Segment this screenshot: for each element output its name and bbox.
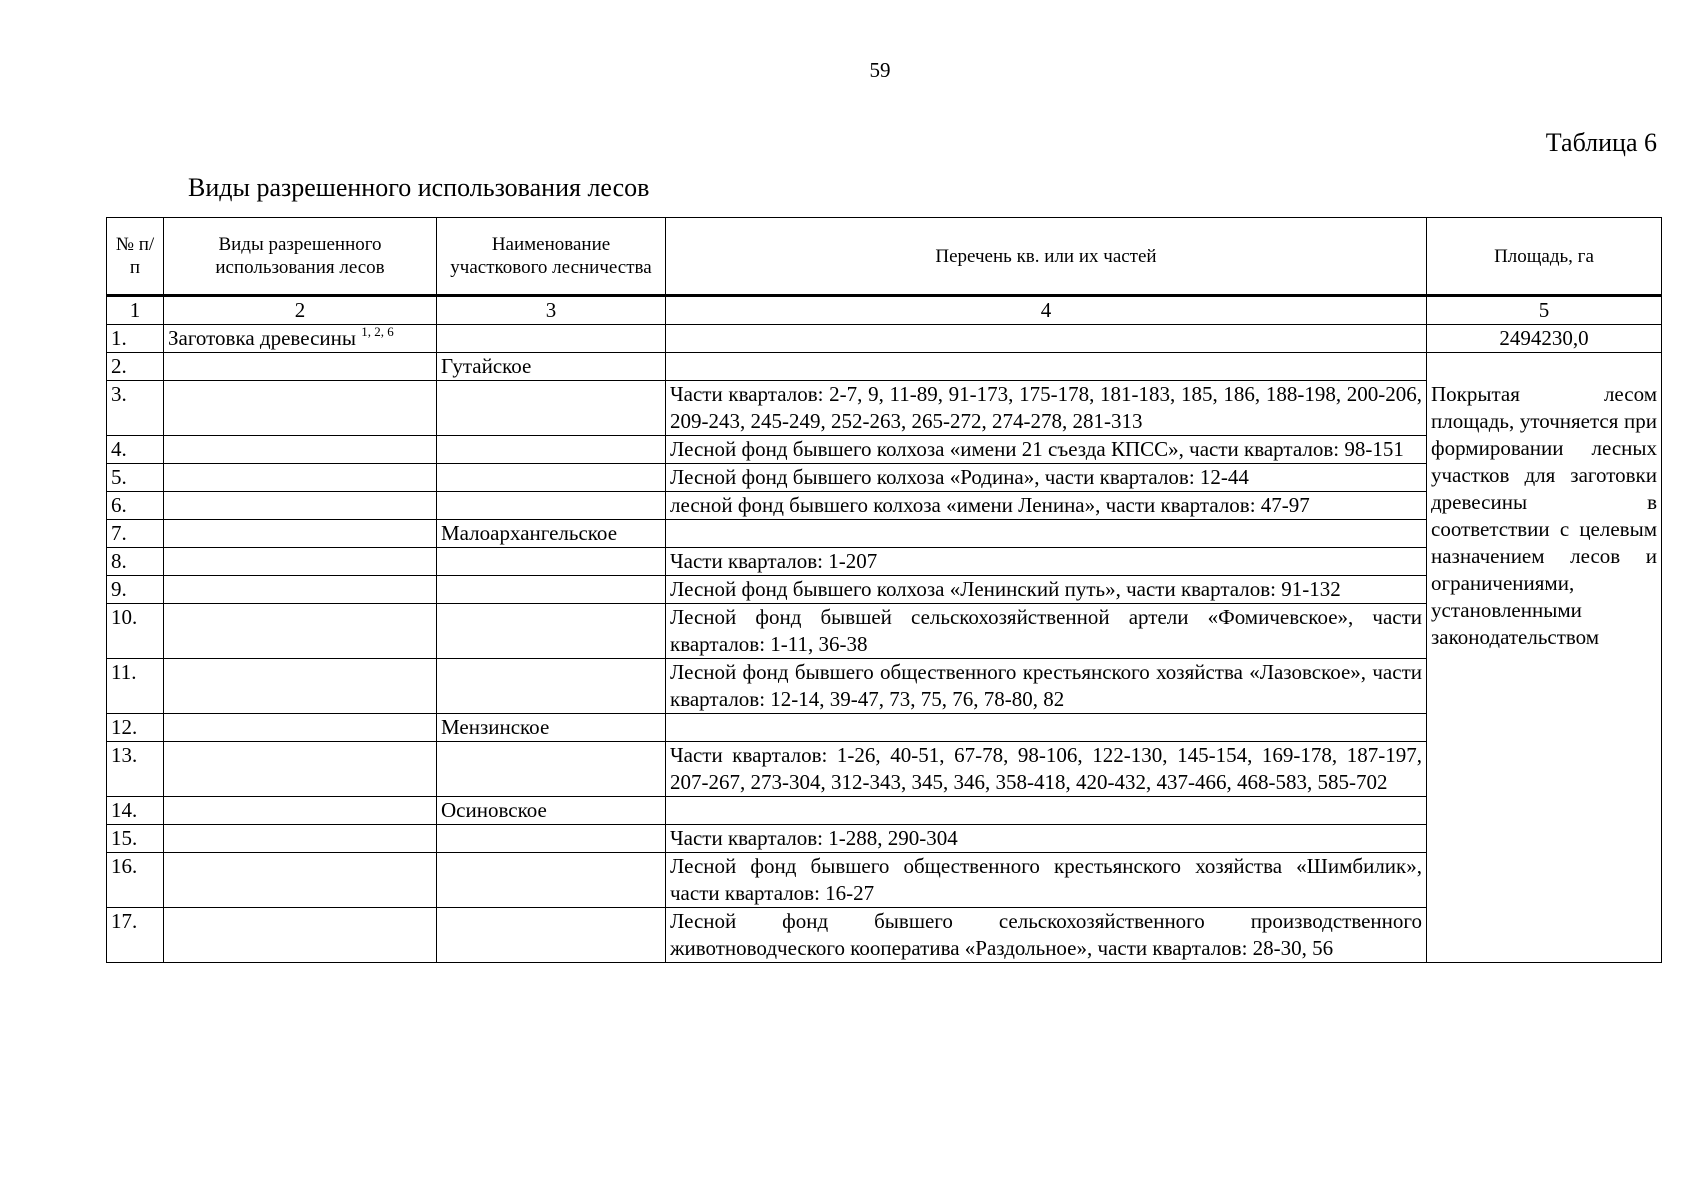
forestry-cell bbox=[437, 436, 666, 464]
use-type-cell bbox=[164, 908, 437, 963]
use-type-cell bbox=[164, 381, 437, 436]
area-note-text: Покрытая лесом площадь, уточняется при формировании лесных участков для заготовки древесины в соответствии с целевым назначением лесов и ограничениями, установленными законодательством bbox=[1431, 382, 1657, 649]
row-number: 11. bbox=[107, 659, 164, 714]
column-number: 5 bbox=[1427, 296, 1662, 325]
use-type-cell bbox=[164, 325, 437, 353]
use-type-cell bbox=[164, 742, 437, 797]
use-type-cell bbox=[164, 492, 437, 520]
row-number: 8. bbox=[107, 548, 164, 576]
row-number: 3. bbox=[107, 381, 164, 436]
quarters-cell bbox=[666, 325, 1427, 353]
area-value: 2494230,0 bbox=[1427, 325, 1662, 353]
use-type-cell bbox=[164, 576, 437, 604]
quarters-cell: Лесной фонд бывшего общественного крестьянского хозяйства «Лазовское», части кварталов: 12-14, 39-47, 73, 75, 76, 78-80, 82 bbox=[666, 659, 1427, 714]
use-type-cell bbox=[164, 659, 437, 714]
row-number: 14. bbox=[107, 797, 164, 825]
table-row bbox=[107, 325, 1662, 353]
use-type-cell bbox=[164, 436, 437, 464]
quarters-cell bbox=[666, 353, 1427, 381]
column-number-row bbox=[107, 296, 1662, 325]
use-type-text: Заготовка древесины bbox=[168, 326, 356, 350]
forestry-cell bbox=[437, 548, 666, 576]
row-number: 12. bbox=[107, 714, 164, 742]
quarters-cell: Части кварталов: 1-26, 40-51, 67-78, 98-106, 122-130, 145-154, 169-178, 187-197, 207-267, 273-304, 312-343, 345, 346, 358-418, 420-432, 437-466, 468-583, 585-702 bbox=[666, 742, 1427, 797]
forestry-cell: Осиновское bbox=[437, 797, 666, 825]
use-type-cell bbox=[164, 353, 437, 381]
use-type-cell bbox=[164, 825, 437, 853]
table-row bbox=[107, 353, 1662, 381]
page-number: 59 bbox=[869, 58, 891, 82]
forestry-cell: Гутайское bbox=[437, 353, 666, 381]
quarters-cell: Лесной фонд бывшего колхоза «имени 21 съезда КПСС», части кварталов: 98-151 bbox=[666, 436, 1427, 464]
forestry-cell bbox=[437, 908, 666, 963]
row-number: 5. bbox=[107, 464, 164, 492]
use-type-cell bbox=[164, 604, 437, 659]
use-type-cell bbox=[164, 464, 437, 492]
header-area: Площадь, га bbox=[1427, 218, 1662, 296]
row-number: 9. bbox=[107, 576, 164, 604]
column-number: 1 bbox=[107, 296, 164, 325]
quarters-cell: Лесной фонд бывшей сельскохозяйственной артели «Фомичевское», части кварталов: 1-11, 36-38 bbox=[666, 604, 1427, 659]
forestry-cell bbox=[437, 853, 666, 908]
column-number: 3 bbox=[437, 296, 666, 325]
table-header-row bbox=[107, 218, 1662, 296]
row-number: 15. bbox=[107, 825, 164, 853]
forestry-cell: Мензинское bbox=[437, 714, 666, 742]
column-number: 2 bbox=[164, 296, 437, 325]
footnote-refs: 1, 2, 6 bbox=[361, 324, 394, 339]
quarters-cell: Лесной фонд бывшего колхоза «Ленинский путь», части кварталов: 91-132 bbox=[666, 576, 1427, 604]
forestry-cell bbox=[437, 659, 666, 714]
forestry-cell bbox=[437, 742, 666, 797]
forest-use-table bbox=[106, 217, 1662, 963]
row-number: 13. bbox=[107, 742, 164, 797]
row-number: 2. bbox=[107, 353, 164, 381]
forestry-cell bbox=[437, 492, 666, 520]
document-title: Виды разрешенного использования лесов bbox=[188, 173, 650, 202]
row-number: 7. bbox=[107, 520, 164, 548]
table-label: Таблица 6 bbox=[1545, 128, 1657, 157]
forestry-cell bbox=[437, 464, 666, 492]
quarters-cell: Лесной фонд бывшего сельскохозяйственного производственного животноводческого кооператива «Раздольное», части кварталов: 28-30, 56 bbox=[666, 908, 1427, 963]
quarters-cell: Части кварталов: 1-288, 290-304 bbox=[666, 825, 1427, 853]
quarters-cell: лесной фонд бывшего колхоза «имени Ленина», части кварталов: 47-97 bbox=[666, 492, 1427, 520]
quarters-cell: Лесной фонд бывшего колхоза «Родина», части кварталов: 12-44 bbox=[666, 464, 1427, 492]
header-forestry: Наименование участкового лесничества bbox=[437, 218, 666, 296]
quarters-cell bbox=[666, 797, 1427, 825]
quarters-cell: Части кварталов: 2-7, 9, 11-89, 91-173, 175-178, 181-183, 185, 186, 188-198, 200-206, 209-243, 245-249, 252-263, 265-272, 274-278, 281-313 bbox=[666, 381, 1427, 436]
row-number: 17. bbox=[107, 908, 164, 963]
header-num: № п/п bbox=[107, 218, 164, 296]
row-number: 6. bbox=[107, 492, 164, 520]
use-type-cell bbox=[164, 520, 437, 548]
row-number: 16. bbox=[107, 853, 164, 908]
forestry-cell bbox=[437, 825, 666, 853]
header-quarters: Перечень кв. или их частей bbox=[666, 218, 1427, 296]
use-type-cell bbox=[164, 548, 437, 576]
header-use-type: Виды разрешенного использования лесов bbox=[164, 218, 437, 296]
use-type-cell bbox=[164, 797, 437, 825]
forestry-cell bbox=[437, 576, 666, 604]
row-number: 4. bbox=[107, 436, 164, 464]
quarters-cell bbox=[666, 714, 1427, 742]
forestry-cell bbox=[437, 381, 666, 436]
quarters-cell: Части кварталов: 1-207 bbox=[666, 548, 1427, 576]
forestry-cell: Малоархангельское bbox=[437, 520, 666, 548]
column-number: 4 bbox=[666, 296, 1427, 325]
use-type-cell bbox=[164, 853, 437, 908]
row-number: 1. bbox=[107, 325, 164, 353]
forestry-cell bbox=[437, 325, 666, 353]
quarters-cell: Лесной фонд бывшего общественного крестьянского хозяйства «Шимбилик», части кварталов: 16-27 bbox=[666, 853, 1427, 908]
quarters-cell bbox=[666, 520, 1427, 548]
use-type-cell bbox=[164, 714, 437, 742]
row-number: 10. bbox=[107, 604, 164, 659]
forestry-cell bbox=[437, 604, 666, 659]
area-note bbox=[1427, 353, 1662, 963]
